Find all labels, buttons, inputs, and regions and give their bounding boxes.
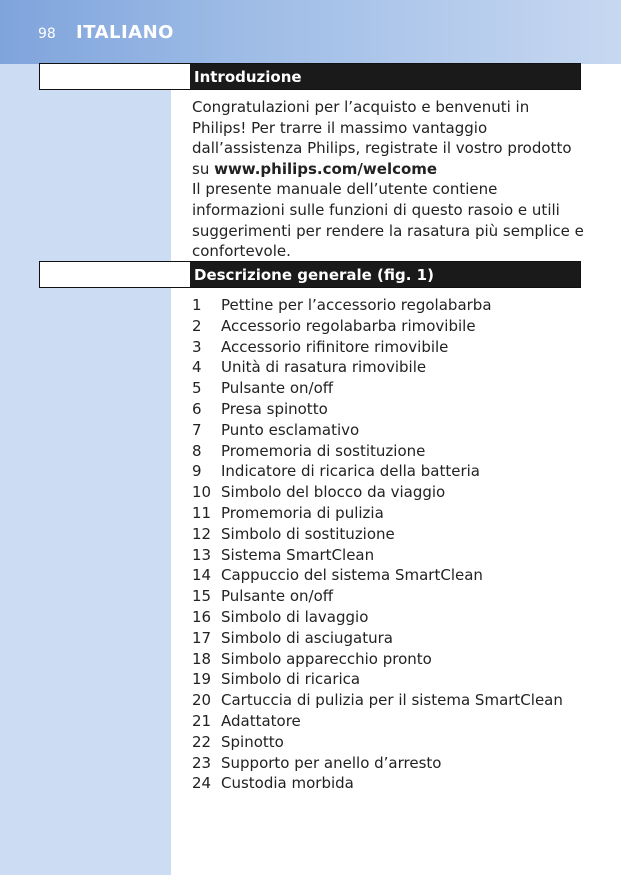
list-item	[192, 649, 602, 670]
item-number: 6	[192, 399, 202, 418]
philips-register-link[interactable]: www.philips.com/welcome	[214, 159, 438, 178]
list-item	[192, 441, 602, 462]
item-label: Supporto per anello d’arresto	[221, 753, 442, 772]
section-header-overview	[39, 261, 581, 288]
item-number: 14	[192, 566, 212, 585]
item-label: Simbolo di lavaggio	[221, 607, 369, 626]
item-label: Cappuccio del sistema SmartClean	[221, 566, 483, 585]
item-label: Presa spinotto	[221, 399, 328, 418]
list-item	[192, 711, 602, 732]
item-number: 7	[192, 420, 202, 439]
list-item	[192, 753, 602, 774]
item-label: Custodia morbida	[221, 774, 354, 793]
item-number: 2	[192, 316, 202, 335]
item-label: Unità di rasatura rimovibile	[221, 358, 427, 377]
intro-paragraph-1: Congratulazioni per l’acquisto e benvenuti in Philips! Per trarre il massimo vantaggio dall’assistenza Philips, registrate il vostro prodotto su www.philips.com/welcome	[192, 98, 572, 178]
list-item	[192, 295, 602, 316]
list-item	[192, 316, 602, 337]
page-number: 98	[38, 26, 56, 42]
list-item	[192, 565, 602, 586]
item-number: 16	[192, 607, 212, 626]
item-label: Spinotto	[221, 732, 284, 751]
list-item	[192, 461, 602, 482]
item-label: Promemoria di sostituzione	[221, 441, 426, 460]
item-label: Simbolo del blocco da viaggio	[221, 483, 446, 502]
list-item	[192, 399, 602, 420]
item-number: 15	[192, 587, 212, 606]
item-label: Accessorio regolabarba rimovibile	[221, 316, 476, 335]
item-label: Promemoria di pulizia	[221, 503, 384, 522]
item-number: 19	[192, 670, 212, 689]
list-item	[192, 607, 602, 628]
list-item	[192, 773, 602, 794]
list-item	[192, 545, 602, 566]
list-item	[192, 482, 602, 503]
list-item	[192, 628, 602, 649]
list-item	[192, 524, 602, 545]
item-number: 18	[192, 649, 212, 668]
list-item	[192, 732, 602, 753]
language-title: ITALIANO	[76, 22, 174, 43]
item-number: 11	[192, 503, 212, 522]
item-label: Pulsante on/off	[221, 379, 334, 398]
item-label: Simbolo di asciugatura	[221, 628, 393, 647]
item-label: Accessorio rifinitore rimovibile	[221, 337, 449, 356]
intro-text	[192, 97, 587, 262]
item-label: Indicatore di ricarica della batteria	[221, 462, 480, 481]
list-item	[192, 357, 602, 378]
item-number: 21	[192, 711, 212, 730]
item-label: Pettine per l’accessorio regolabarba	[221, 296, 492, 314]
page-header	[0, 0, 621, 64]
item-number: 10	[192, 483, 212, 502]
sidebar-band	[0, 0, 171, 875]
list-item	[192, 503, 602, 524]
item-number: 4	[192, 358, 202, 377]
section-title-overview: Descrizione generale (fig. 1)	[194, 266, 434, 284]
item-number: 12	[192, 524, 212, 543]
item-number: 24	[192, 774, 212, 793]
item-number: 20	[192, 691, 212, 710]
item-label: Pulsante on/off	[221, 587, 334, 606]
item-label: Sistema SmartClean	[221, 545, 375, 564]
item-label: Punto esclamativo	[221, 420, 360, 439]
item-number: 22	[192, 732, 212, 751]
item-label: Adattatore	[221, 711, 301, 730]
list-item	[192, 337, 602, 358]
item-number: 23	[192, 753, 212, 772]
item-label: Simbolo di sostituzione	[221, 524, 395, 543]
item-number: 8	[192, 441, 202, 460]
list-item	[192, 378, 602, 399]
item-number: 1	[192, 296, 202, 314]
item-number: 3	[192, 337, 202, 356]
section-title-intro: Introduzione	[194, 68, 302, 86]
list-item	[192, 420, 602, 441]
item-number: 17	[192, 628, 212, 647]
item-number: 13	[192, 545, 212, 564]
item-label: Cartuccia di pulizia per il sistema SmartClean	[221, 691, 563, 710]
list-item	[192, 690, 602, 711]
item-label: Simbolo apparecchio pronto	[221, 649, 432, 668]
list-item	[192, 586, 602, 607]
item-number: 5	[192, 379, 202, 398]
item-number: 9	[192, 462, 202, 481]
parts-list	[192, 295, 602, 794]
item-label: Simbolo di ricarica	[221, 670, 361, 689]
list-item	[192, 669, 602, 690]
intro-paragraph-2: Il presente manuale dell’utente contiene informazioni sulle funzioni di questo rasoio e utili suggerimenti per rendere la rasatura più semplice e confortevole.	[192, 180, 584, 261]
section-header-intro	[39, 63, 581, 90]
